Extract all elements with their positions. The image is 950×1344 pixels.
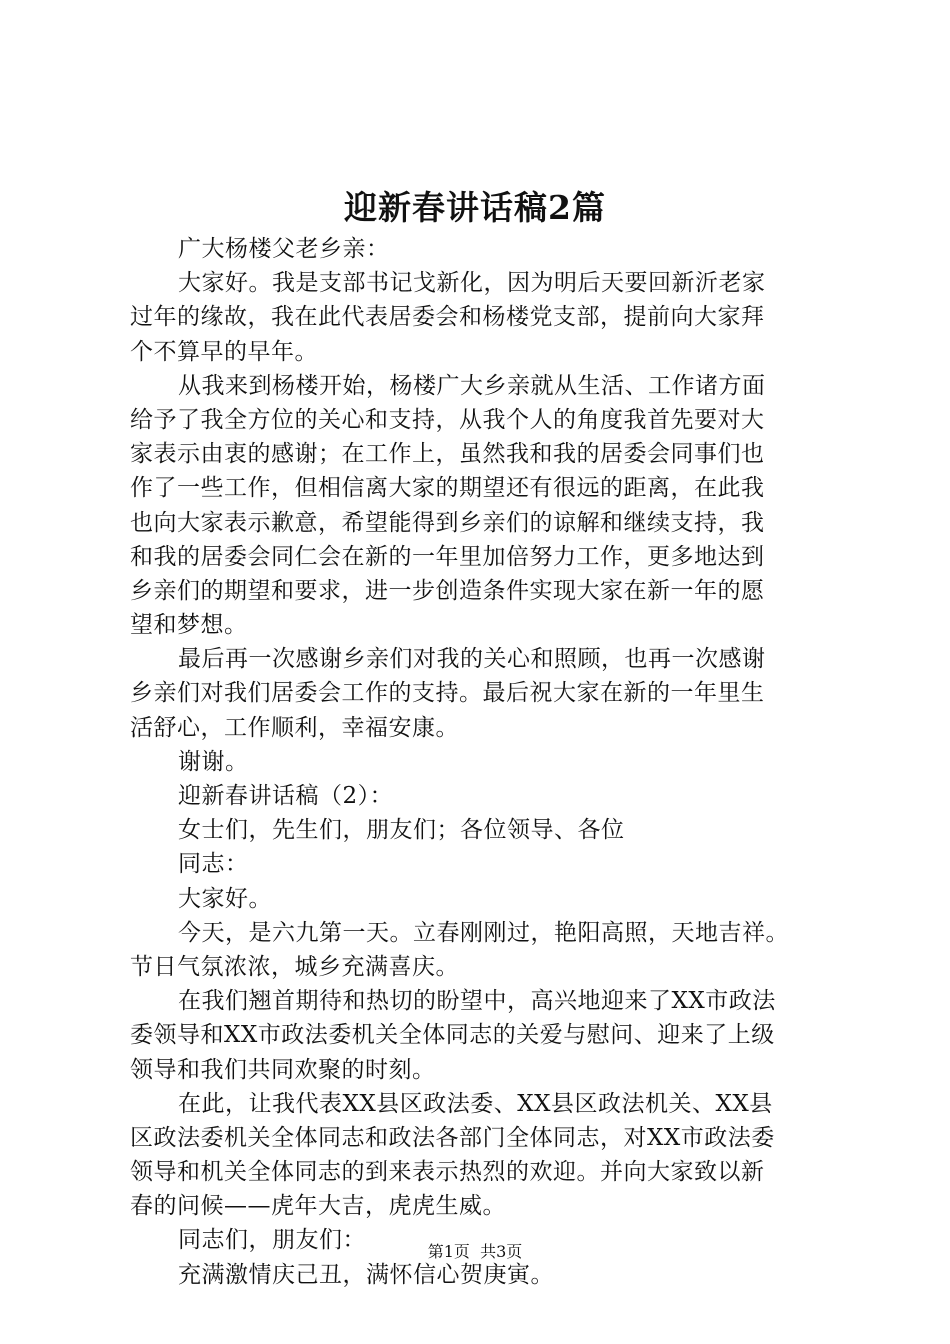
text-line: 节日气氛浓浓，城乡充满喜庆。 [130, 953, 459, 980]
text-line: 大家好。 [178, 885, 272, 912]
text-line: 望和梦想。 [130, 612, 248, 639]
text-line: 领导和机关全体同志的到来表示热烈的欢迎。并向大家致以新 [130, 1159, 765, 1186]
text-line: 同志们，朋友们： [178, 1227, 366, 1254]
text-line: 活舒心，工作顺利，幸福安康。 [130, 714, 459, 741]
text-line: 乡亲们对我们居委会工作的支持。最后祝大家在新的一年里生 [130, 680, 765, 707]
text-line: 谢谢。 [178, 748, 249, 775]
text-line: 在我们翘首期待和热切的盼望中，高兴地迎来了XX市政法 [178, 988, 776, 1015]
text-line: 也向大家表示歉意，希望能得到乡亲们的谅解和继续支持，我 [130, 509, 765, 536]
text-line: 家表示由衷的感谢；在工作上，虽然我和我的居委会同事们也 [130, 441, 765, 468]
text-line: 春的问候——虎年大吉，虎虎生威。 [130, 1193, 506, 1220]
document-title: 迎新春讲话稿2篇 [344, 188, 606, 227]
text-line: 和我的居委会同仁会在新的一年里加倍努力工作，更多地达到 [130, 543, 765, 570]
text-line: 区政法委机关全体同志和政法各部门全体同志，对XX市政法委 [130, 1124, 775, 1151]
text-line: 个不算早的早年。 [130, 338, 318, 365]
text-line: 充满激情庆己丑，满怀信心贺庚寅。 [178, 1261, 554, 1288]
text-line: 给予了我全方位的关心和支持，从我个人的角度我首先要对大 [130, 406, 765, 433]
text-line: 今天，是六九第一天。立春刚刚过，艳阳高照，天地吉祥。 [178, 919, 789, 946]
text-line: 作了一些工作，但相信离大家的期望还有很远的距离，在此我 [130, 475, 765, 502]
text-line: 迎新春讲话稿（2）： [178, 783, 394, 809]
text-line: 同志： [178, 851, 249, 878]
text-line: 在此，让我代表XX县区政法委、XX县区政法机关、XX县 [178, 1090, 773, 1117]
page-footer: 第1页 共3页 [427, 1242, 523, 1261]
text-line: 广大杨楼父老乡亲： [178, 236, 390, 262]
text-line: 从我来到杨楼开始，杨楼广大乡亲就从生活、工作诸方面 [178, 372, 766, 399]
text-line: 领导和我们共同欢聚的时刻。 [130, 1056, 436, 1083]
text-line: 最后再一次感谢乡亲们对我的关心和照顾，也再一次感谢 [178, 646, 766, 673]
text-line: 乡亲们的期望和要求，进一步创造条件实现大家在新一年的愿 [130, 577, 765, 604]
document-body [130, 232, 830, 1292]
text-line: 过年的缘故，我在此代表居委会和杨楼党支部，提前向大家拜 [130, 304, 765, 331]
text-line: 女士们，先生们，朋友们；各位领导、各位 [178, 817, 625, 844]
text-line: 大家好。我是支部书记戈新化，因为明后天要回新沂老家 [178, 270, 766, 297]
text-line: 委领导和XX市政法委机关全体同志的关爱与慰问、迎来了上级 [130, 1022, 775, 1049]
